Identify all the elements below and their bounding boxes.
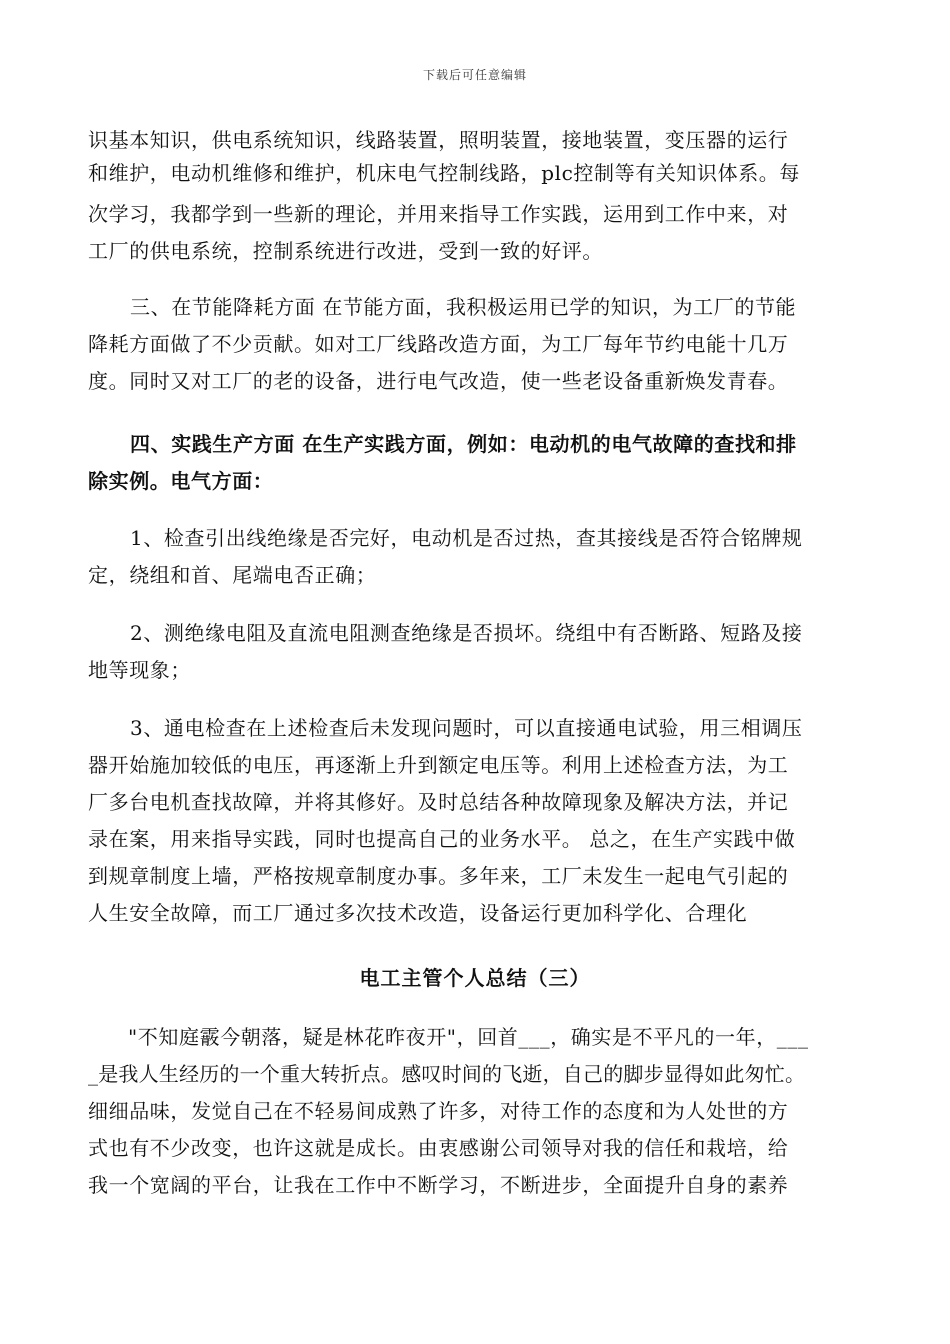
paragraph-line: 和维护，电动机维修和维护，机床电气控制线路，plc控制等有关知识体系。每 <box>88 161 800 185</box>
paragraph-line: 度。同时又对工厂的老的设备，进行电气改造，使一些老设备重新焕发青春。 <box>88 369 789 393</box>
list-item-line: 定，绕组和首、尾端电否正确； <box>88 563 377 587</box>
list-item-line: 人生安全故障，而工厂通过多次技术改造，设备运行更加科学化、合理化 <box>88 901 748 925</box>
section-heading-line: 四、实践生产方面 在生产实践方面，例如：电动机的电气故障的查找和排 <box>130 432 797 456</box>
page-header-note: 下载后可任意编辑 <box>422 68 527 82</box>
paragraph-line: "不知庭霰今朝落，疑是林花昨夜开"，回首___，确实是不平凡的一年，___ <box>128 1025 809 1049</box>
list-item-line: 录在案，用来指导实践，同时也提高自己的业务水平。 总之，在生产实践中做 <box>88 827 796 851</box>
paragraph-line: 降耗方面做了不少贡献。如对工厂线路改造方面，为工厂每年节约电能十几万 <box>88 332 789 356</box>
paragraph-line: 工厂的供电系统，控制系统进行改进，受到一致的好评。 <box>88 239 603 263</box>
paragraph-line: 式也有不少改变，也许这就是成长。由衷感谢公司领导对我的信任和栽培，给 <box>88 1136 789 1160</box>
paragraph-line: _是我人生经历的一个重大转折点。感叹时间的飞逝，自己的脚步显得如此匆忙。 <box>88 1062 806 1086</box>
list-item-line: 厂多台电机查找故障，并将其修好。及时总结各种故障现象及解决方法，并记 <box>88 790 789 814</box>
paragraph-line: 三、在节能降耗方面 在节能方面，我积极运用已学的知识，为工厂的节能 <box>130 295 797 319</box>
paragraph-line: 我一个宽阔的平台，让我在工作中不断学习，不断进步，全面提升自身的素养 <box>88 1173 789 1197</box>
list-item-line: 2、测绝缘电阻及直流电阻测查绝缘是否损坏。绕组中有否断路、短路及接 <box>130 621 803 645</box>
section-title: 电工主管个人总结（三） <box>359 966 591 990</box>
list-item-line: 地等现象； <box>88 658 191 682</box>
list-item-line: 3、通电检查在上述检查后未发现问题时，可以直接通电试验，用三相调压 <box>130 716 803 740</box>
list-item-line: 1、检查引出线绝缘是否完好，电动机是否过热，查其接线是否符合铭牌规 <box>130 526 803 550</box>
paragraph-line: 次学习，我都学到一些新的理论，并用来指导工作实践，运用到工作中来，对 <box>88 202 789 226</box>
paragraph-line: 识基本知识，供电系统知识，线路装置，照明装置，接地装置，变压器的运行 <box>88 128 789 152</box>
list-item-line: 到规章制度上墙，严格按规章制度办事。多年来，工厂未发生一起电气引起的 <box>88 864 789 888</box>
section-heading-line: 除实例。电气方面： <box>88 469 274 493</box>
list-item-line: 器开始施加较低的电压，再逐渐上升到额定电压等。利用上述检查方法，为工 <box>88 753 789 777</box>
paragraph-line: 细细品味，发觉自己在不轻易间成熟了许多，对待工作的态度和为人处世的方 <box>88 1099 789 1123</box>
